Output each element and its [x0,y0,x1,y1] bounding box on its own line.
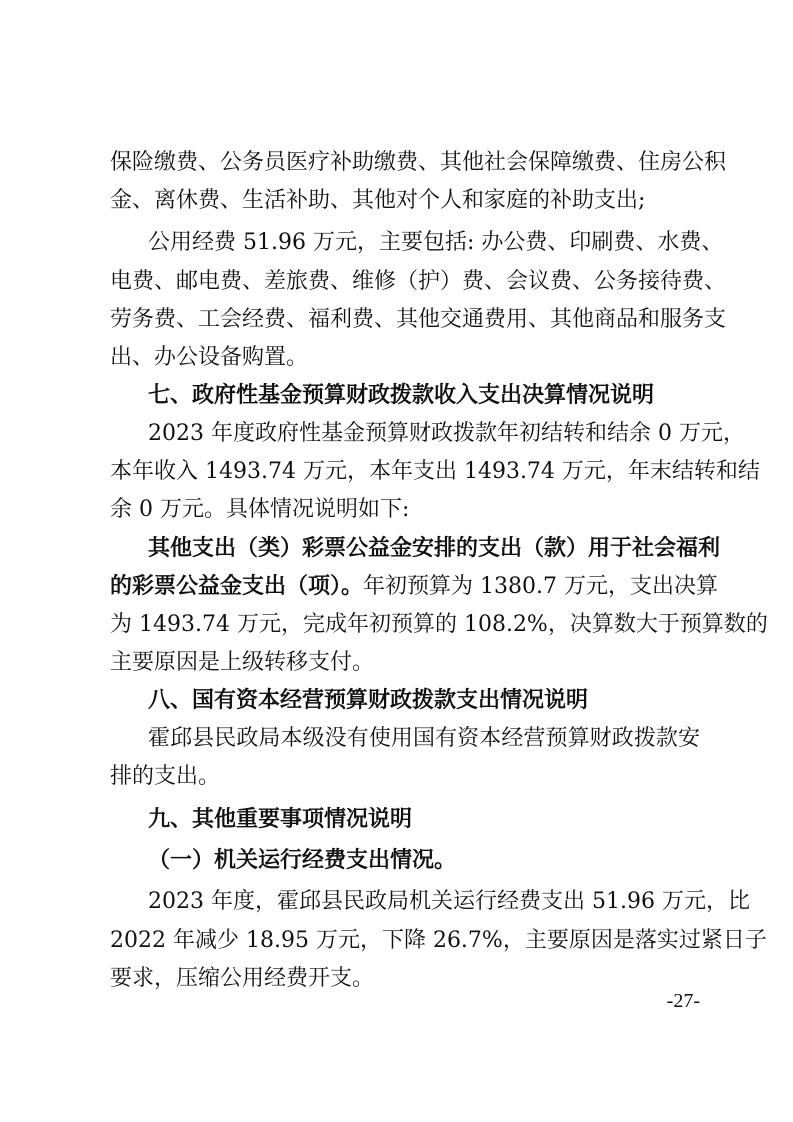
body-text-line: 电费、邮电费、差旅费、维修（护）费、会议费、公务接待费、 [110,269,727,294]
body-text-line: 余 0 万元。具体情况说明如下: [110,497,410,522]
body-text-line: 公用经费 51.96 万元，主要包括: 办公费、印刷费、水费、 [148,230,724,255]
body-text-line: 劳务费、工会经费、福利费、其他交通费用、其他商品和服务支 [110,307,727,332]
bold-item-title-end: 的彩票公益金支出（项）。 [110,574,364,599]
body-text-run: 年初预算为 1380.7 万元，支出决算 [363,574,718,599]
bold-item-title: 其他支出（类）彩票公益金安排的支出（款）用于社会福利 [148,536,721,561]
body-text-line: 霍邱县民政局本级没有使用国有资本经营预算财政拨款安 [148,726,700,751]
page-number: -27- [666,990,700,1012]
body-text-line: 2022 年减少 18.95 万元，下降 26.7%，主要原因是落实过紧日子 [110,928,767,953]
body-text-line: 出、办公设备购置。 [110,345,309,370]
body-text-line: 2023 年度政府性基金预算财政拨款年初结转和结余 0 万元， [148,421,745,446]
body-text-line: 排的支出。 [110,764,221,789]
section-heading: 九、其他重要事项情况说明 [148,807,413,832]
section-heading: 八、国有资本经营预算财政拨款支出情况说明 [148,688,589,713]
body-text-line: 2023 年度，霍邱县民政局机关运行经费支出 51.96 万元，比 [148,889,750,914]
body-text-line: 保险缴费、公务员医疗补助缴费、其他社会保障缴费、住房公积 [110,150,727,175]
body-text-line [110,572,718,602]
body-text-line: 金、离休费、生活补助、其他对个人和家庭的补助支出; [110,188,646,213]
subsection-heading: （一）机关运行经费支出情况。 [148,848,457,873]
section-heading: 七、政府性基金预算财政拨款收入支出决算情况说明 [148,383,655,408]
body-text-line: 主要原因是上级转移支付。 [110,650,375,675]
body-text-line: 要求，压缩公用经费开支。 [110,966,375,991]
body-text-line: 本年收入 1493.74 万元，本年支出 1493.74 万元，年末结转和结 [110,459,760,484]
body-text-line: 为 1493.74 万元，完成年初预算的 108.2%，决算数大于预算数的 [110,612,768,637]
